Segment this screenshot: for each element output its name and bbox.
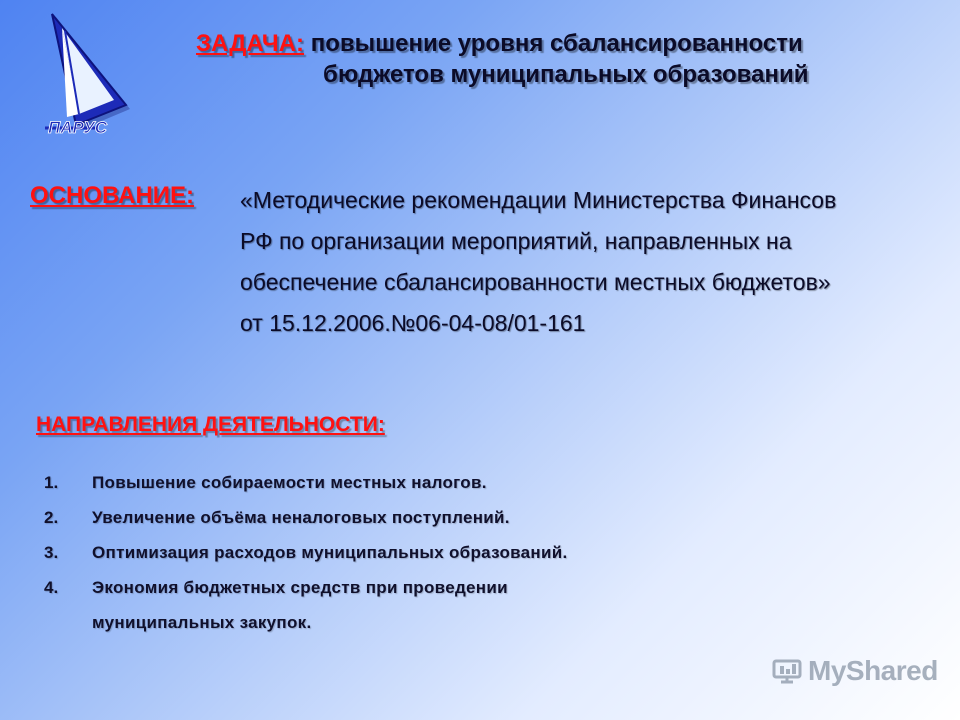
basis-line-1: «Методические рекомендации Министерства Финансов: [240, 187, 837, 213]
directions-title: НАПРАВЛЕНИЯ ДЕЯТЕЛЬНОСТИ:: [36, 413, 385, 436]
basis-text: [240, 180, 950, 344]
logo-text: ПАРУС: [48, 118, 107, 137]
direction-number-2: 2.: [44, 508, 59, 527]
direction-number-1: 1.: [44, 473, 59, 492]
myshared-watermark: [772, 655, 938, 687]
direction-number-3: 3.: [44, 543, 59, 562]
watermark-text: MyShared: [808, 655, 938, 686]
direction-text-4-continuation: муниципальных закупок.: [92, 613, 312, 632]
direction-number-4-continuation: [44, 605, 92, 640]
task-label: ЗАДАЧА:: [196, 30, 305, 57]
direction-item-4-continuation: [44, 605, 804, 640]
task-line-1: повышение уровня сбалансированности: [304, 30, 803, 57]
direction-item-1: [44, 465, 804, 500]
basis-label: ОСНОВАНИЕ:: [30, 182, 195, 209]
basis-line-3: обеспечение сбалансированности местных бюджетов»: [240, 269, 831, 295]
direction-text-3: Оптимизация расходов муниципальных образований.: [92, 543, 568, 562]
directions-list: [44, 465, 804, 640]
direction-item-4: [44, 570, 804, 605]
task-block: [196, 28, 916, 90]
presentation-icon: [772, 658, 802, 684]
sail-logo: [38, 12, 143, 142]
direction-text-1: Повышение собираемости местных налогов.: [92, 473, 487, 492]
direction-item-2: [44, 500, 804, 535]
sail-logo-icon: [38, 12, 143, 142]
direction-item-3: [44, 535, 804, 570]
direction-text-2: Увеличение объёма неналоговых поступлений.: [92, 508, 510, 527]
task-line-2: бюджетов муниципальных образований: [323, 61, 809, 88]
direction-text-4: Экономия бюджетных средств при проведении: [92, 578, 508, 597]
basis-line-2: РФ по организации мероприятий, направленных на: [240, 228, 792, 254]
direction-number-4: 4.: [44, 578, 59, 597]
basis-line-4: от 15.12.2006.№06-04-08/01-161: [240, 310, 586, 336]
